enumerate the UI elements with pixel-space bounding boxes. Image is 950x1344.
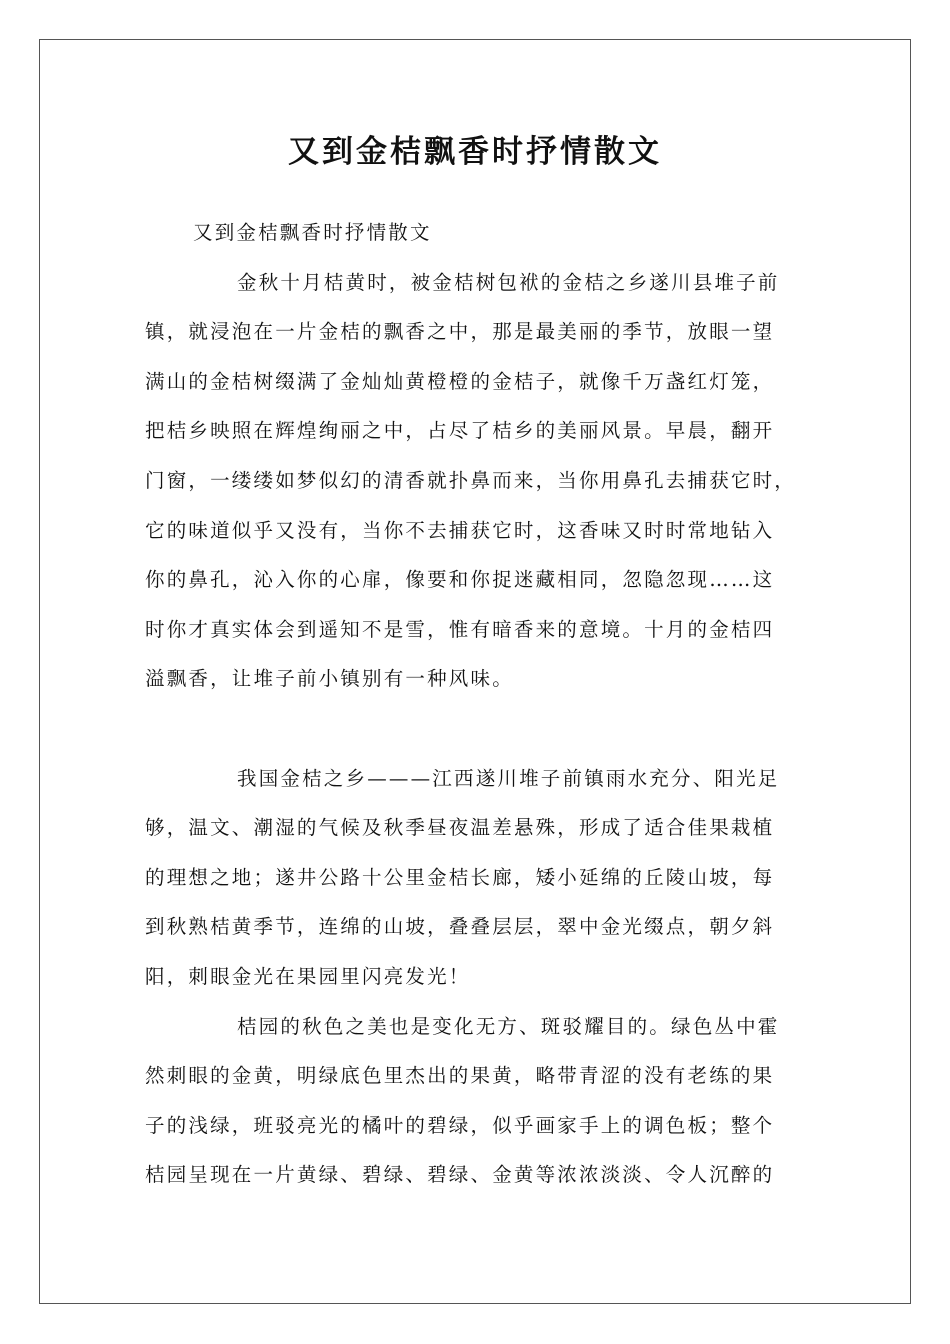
paragraph-2-line-1: 我国金桔之乡———江西遂川堆子前镇雨水充分、阳光足 bbox=[237, 766, 780, 790]
paragraph-1-line-9: 溢飘香，让堆子前小镇别有一种风味。 bbox=[145, 667, 514, 691]
paragraph-1-line-4: 把桔乡映照在辉煌绚丽之中，占尽了桔乡的美丽风景。早晨，翻开 bbox=[145, 419, 775, 443]
paragraph-3-line-2: 然刺眼的金黄，明绿底色里杰出的果黄，略带青涩的没有老练的果 bbox=[145, 1064, 775, 1088]
paragraph-2-line-4: 到秋熟桔黄季节，连绵的山坡，叠叠层层，翠中金光缀点，朝夕斜 bbox=[145, 915, 775, 939]
paragraph-1-line-8: 时你才真实体会到遥知不是雪，惟有暗香来的意境。十月的金桔四 bbox=[145, 617, 775, 641]
paragraph-spacer bbox=[145, 704, 813, 754]
paragraph-2-line-2: 够，温文、潮湿的气候及秋季昼夜温差悬殊，形成了适合佳果栽植 bbox=[145, 816, 775, 840]
document-body bbox=[145, 208, 813, 1200]
paragraph-1-line-7: 你的鼻孔，沁入你的心扉，像要和你捉迷藏相同，忽隐忽现……这 bbox=[145, 568, 775, 592]
document-title: 又到金桔飘香时抒情散文 bbox=[288, 134, 662, 170]
paragraph-3-line-3: 子的浅绿，班驳亮光的橘叶的碧绿，似乎画家手上的调色板；整个 bbox=[145, 1113, 775, 1137]
paragraph-2-line-5: 阳，刺眼金光在果园里闪亮发光！ bbox=[145, 964, 471, 988]
paragraph-1-line-5: 门窗，一缕缕如梦似幻的清香就扑鼻而来，当你用鼻孔去捕获它时， bbox=[145, 468, 797, 492]
document-subtitle: 又到金桔飘香时抒情散文 bbox=[193, 221, 432, 244]
paragraph-3-line-1: 桔园的秋色之美也是变化无方、斑驳耀目的。绿色丛中霍 bbox=[237, 1014, 780, 1038]
paragraph-1-line-1: 金秋十月桔黄时，被金桔树包袱的金桔之乡遂川县堆子前 bbox=[237, 270, 780, 294]
paragraph-1-line-6: 它的味道似乎又没有，当你不去捕获它时，这香味又时时常地钻入 bbox=[145, 518, 775, 542]
paragraph-1-line-3: 满山的金桔树缀满了金灿灿黄橙橙的金桔子，就像千万盏红灯笼， bbox=[145, 369, 775, 393]
paragraph-2-line-3: 的理想之地；遂井公路十公里金桔长廊，矮小延绵的丘陵山坡，每 bbox=[145, 865, 775, 889]
paragraph-3-line-4: 桔园呈现在一片黄绿、碧绿、碧绿、金黄等浓浓淡淡、令人沉醉的 bbox=[145, 1163, 775, 1187]
paragraph-1-line-2: 镇，就浸泡在一片金桔的飘香之中，那是最美丽的季节，放眼一望 bbox=[145, 320, 775, 344]
